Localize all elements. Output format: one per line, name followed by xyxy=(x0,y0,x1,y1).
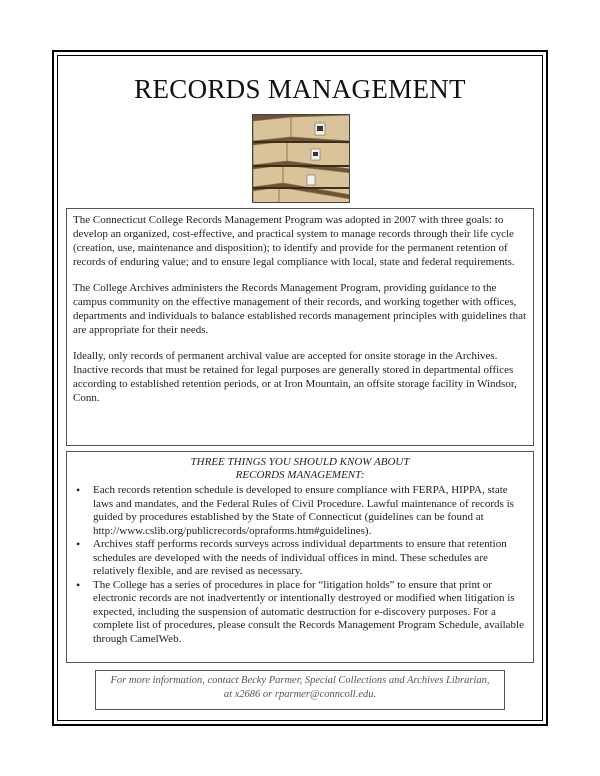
contact-line1: For more information, contact Becky Parmer, Special Collections and Archives Librarian, xyxy=(110,675,490,686)
three-things-heading-line1: THREE THINGS YOU SHOULD KNOW ABOUT xyxy=(190,456,410,468)
archive-boxes-photo xyxy=(252,114,350,203)
list-item: • Each records retention schedule is developed to ensure compliance with FERPA, HIPPA, state laws and mandates, and the Federal Rules of Civil Procedure. Lawful maintenance of records is guided by procedures established by the State of Connecticut (guidelines can be found at http://www.cslib.org/publicrecords/opraforms.htm#guidelines). xyxy=(93,484,527,538)
overview-paragraph: The College Archives administers the Records Management Program, providing guidance to the campus community on the effective management of their records, and working together with offices, departments and individuals to balance established records management principles with guidelines that are appropriate for their needs. xyxy=(73,282,527,336)
list-item: • Archives staff performs records surveys across individual departments to ensure that retention schedules are developed with the needs of individual offices in mind. These schedules are relatively flexible, and are revised as necessary. xyxy=(93,538,527,579)
overview-paragraph: Ideally, only records of permanent archival value are accepted for onsite storage in the Archives. Inactive records that must be retained for legal purposes are generally stored in departmental offices according to established retention periods, or at Iron Mountain, an offsite storage facility in Windsor, Conn. xyxy=(73,350,517,404)
three-things-heading-line2: RECORDS MANAGEMENT: xyxy=(235,469,365,481)
program-overview-box xyxy=(66,208,534,446)
three-things-box xyxy=(66,451,534,663)
contact-box xyxy=(95,670,505,710)
page-title: RECORDS MANAGEMENT xyxy=(134,74,466,104)
three-things-heading xyxy=(73,456,527,482)
contact-line2: at x2686 or rparmer@conncoll.edu. xyxy=(223,689,377,700)
list-item: • The College has a series of procedures in place for “litigation holds” to ensure that print or electronic records are not inadvertently or intentionally destroyed or modified when litigation is expected, including the suspension of automatic destruction for e-discovery purposes. For a complete list of procedures, please consult the Records Management Program Schedule, available through CamelWeb. xyxy=(93,579,527,647)
three-things-list xyxy=(73,484,527,646)
overview-paragraph: The Connecticut College Records Management Program was adopted in 2007 with three goals: to develop an organized, cost-effective, and practical system to manage records through their life cycle (creation, use, maintenance and disposition); to identify and provide for the permanent retention of records of enduring value; and to ensure legal compliance with local, state and federal requirements. xyxy=(73,214,515,268)
archive-boxes-illustration xyxy=(253,115,350,203)
